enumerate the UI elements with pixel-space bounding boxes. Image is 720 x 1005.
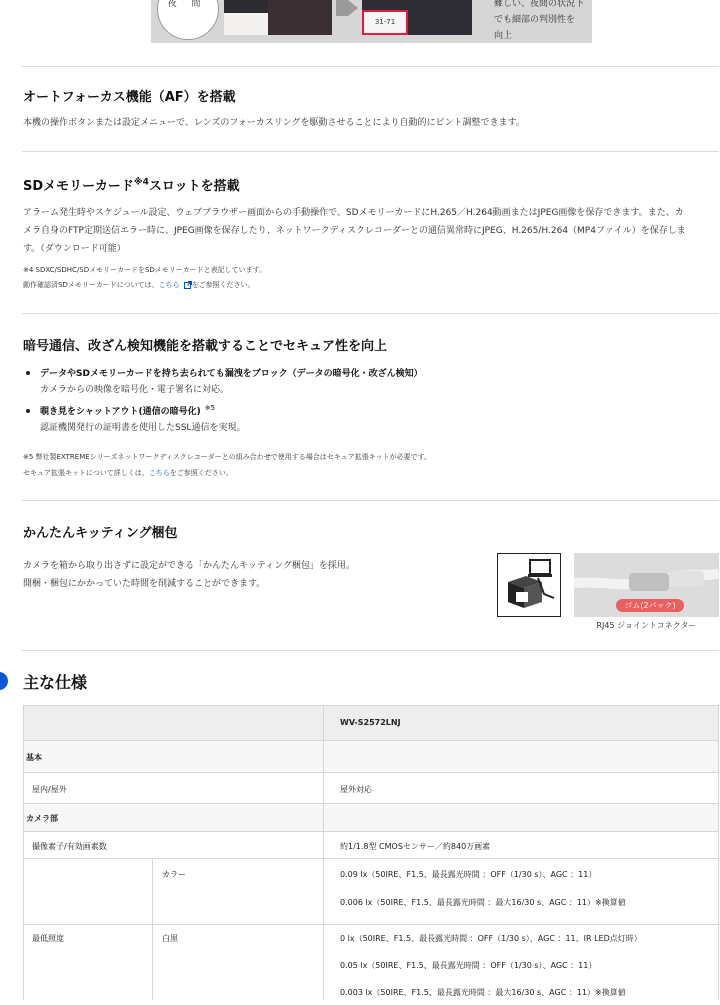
kitting-heading: かんたんキッティング梱包	[23, 526, 178, 541]
spec-value: 0 lx（50IRE、F1.5、最長露光時間 ：OFF（1/30 s）、AGC ：11、IR LED点灯時）	[340, 934, 642, 943]
divider	[22, 500, 719, 501]
spec-value: 約1/1.8型 CMOSセンサー／約840万画素	[340, 842, 491, 851]
spec-header-row	[23, 705, 719, 741]
sd-footnote: ※4 SDXC/SDHC/SDメモリーカードをSDメモリーカードと表記しています。	[23, 266, 267, 274]
spec-section-camera: カメラ部	[26, 814, 58, 823]
section-marker-icon	[0, 672, 8, 690]
spec-value: 0.09 lx（50IRE、F1.5、最長露光時間 ：OFF（1/30 s）、AGC ：11）	[340, 870, 597, 879]
night-photo-car	[268, 0, 332, 35]
model-name: WV-S2572LNJ	[340, 718, 401, 727]
spec-row	[23, 773, 719, 804]
security-item-title: データやSDメモリーカードを持ち去られても漏洩をブロック（データの暗号化・改ざん検知）	[40, 369, 423, 379]
table-border	[323, 705, 324, 1000]
table-border	[718, 705, 719, 1000]
spec-sublabel: カラー	[162, 870, 186, 879]
sd-body: アラーム発生時やスケジュール設定、ウェブブラウザー画面からの手動操作で、SDメモリーカードにH.265／H.264動画またはJPEG画像を保存できます。また、カ メラ自身のFTP定期送信エラー時に、JPEG画像を保存したり、ネットワークディスクレコーダーとの通信異常時にJPEG、H.265/H.264（MP4ファイル）を保存しま す。（ダウンロード可能）	[23, 208, 686, 254]
spec-value: 0.006 lx（50IRE、F1.5、最長露光時間 ：最大16/30 s、AGC ：11）※換算値	[340, 898, 626, 907]
spec-label: 撮像素子/有効画素数	[32, 842, 107, 851]
bullet-icon	[26, 409, 30, 413]
security-footnote: ※5 弊社製EXTREMEシリーズネットワークディスクレコーダーとの組み合わせで使用する場合はセキュア拡張キットが必要です。	[23, 453, 432, 461]
spec-value: 0.05 lx（50IRE、F1.5、最長露光時間 ：OFF（1/30 s）、AGC ：11）	[340, 961, 597, 970]
spec-section-row	[23, 804, 719, 832]
kitting-body: カメラを箱から取り出さずに設定ができる「かんたんキッティング梱包」を採用。 開梱・梱包にかかっていた時間を削減することができます。	[23, 561, 355, 589]
night-note: 難しい、夜間の状況下 でも細部の判別性を 向上	[494, 0, 585, 41]
table-border	[152, 859, 153, 1000]
spec-row-bw	[23, 925, 719, 1005]
spec-value: 屋外対応	[340, 785, 372, 794]
af-body: 本機の操作ボタンまたは設定メニューで、レンズのフォーカスリングを駆動させることにより自動的にピント調整できます。	[23, 118, 525, 128]
spec-row-color	[23, 859, 719, 925]
security-footnote-link-line: セキュア拡張キットについて詳しくは、こちらをご参照ください。	[23, 469, 233, 477]
sd-card-list-link[interactable]: こちら	[158, 281, 180, 289]
night-photo-plate	[224, 13, 268, 35]
security-item-desc: カメラからの映像を暗号化・電子署名に対応。	[40, 385, 230, 395]
spec-row	[23, 832, 719, 859]
license-plate-highlight: 31-71	[362, 10, 408, 35]
kitting-photo-caption: RJ45 ジョイントコネクター	[596, 621, 697, 630]
arrow-right-icon	[336, 0, 358, 16]
divider	[22, 151, 719, 152]
secure-kit-link[interactable]: こちら	[148, 469, 170, 477]
security-heading: 暗号通信、改ざん検知機能を搭載することでセキュア性を向上	[23, 339, 388, 354]
divider	[22, 650, 719, 651]
spec-label: 最低照度	[32, 934, 64, 943]
night-label: 夜 間	[167, 0, 207, 9]
kitting-box-icon	[497, 553, 561, 617]
spec-label: 屋内/屋外	[32, 785, 67, 794]
divider	[22, 313, 719, 314]
af-heading: オートフォーカス機能（AF）を搭載	[23, 90, 236, 105]
night-photo-dark	[224, 0, 268, 13]
spec-section-basic: 基本	[26, 753, 42, 762]
spec-value: 0.003 lx（50IRE、F1.5、最長露光時間 ：最大16/30 s、AGC ：11）※換算値	[340, 988, 626, 997]
external-link-icon	[184, 281, 192, 289]
bullet-icon	[26, 371, 30, 375]
divider	[22, 66, 719, 67]
rubber-pack-badge: ゴム(2パック)	[616, 599, 684, 612]
spec-sublabel: 白黒	[162, 934, 178, 943]
sd-heading: SDメモリーカード$^{※4}$スロットを搭載	[23, 177, 240, 194]
table-border	[23, 705, 24, 1000]
security-item-title: 覗き見をシャットアウト(通信の暗号化) $^{※5}$	[40, 404, 216, 417]
spec-section-row	[23, 741, 719, 773]
security-item-desc: 認証機関発行の証明書を使用したSSL通信を実現。	[40, 423, 246, 433]
sd-footnote-link-line: 動作確認済SDメモリーカードについては、こちら をご参照ください。	[23, 281, 255, 289]
specs-heading: 主な仕様	[23, 673, 88, 692]
